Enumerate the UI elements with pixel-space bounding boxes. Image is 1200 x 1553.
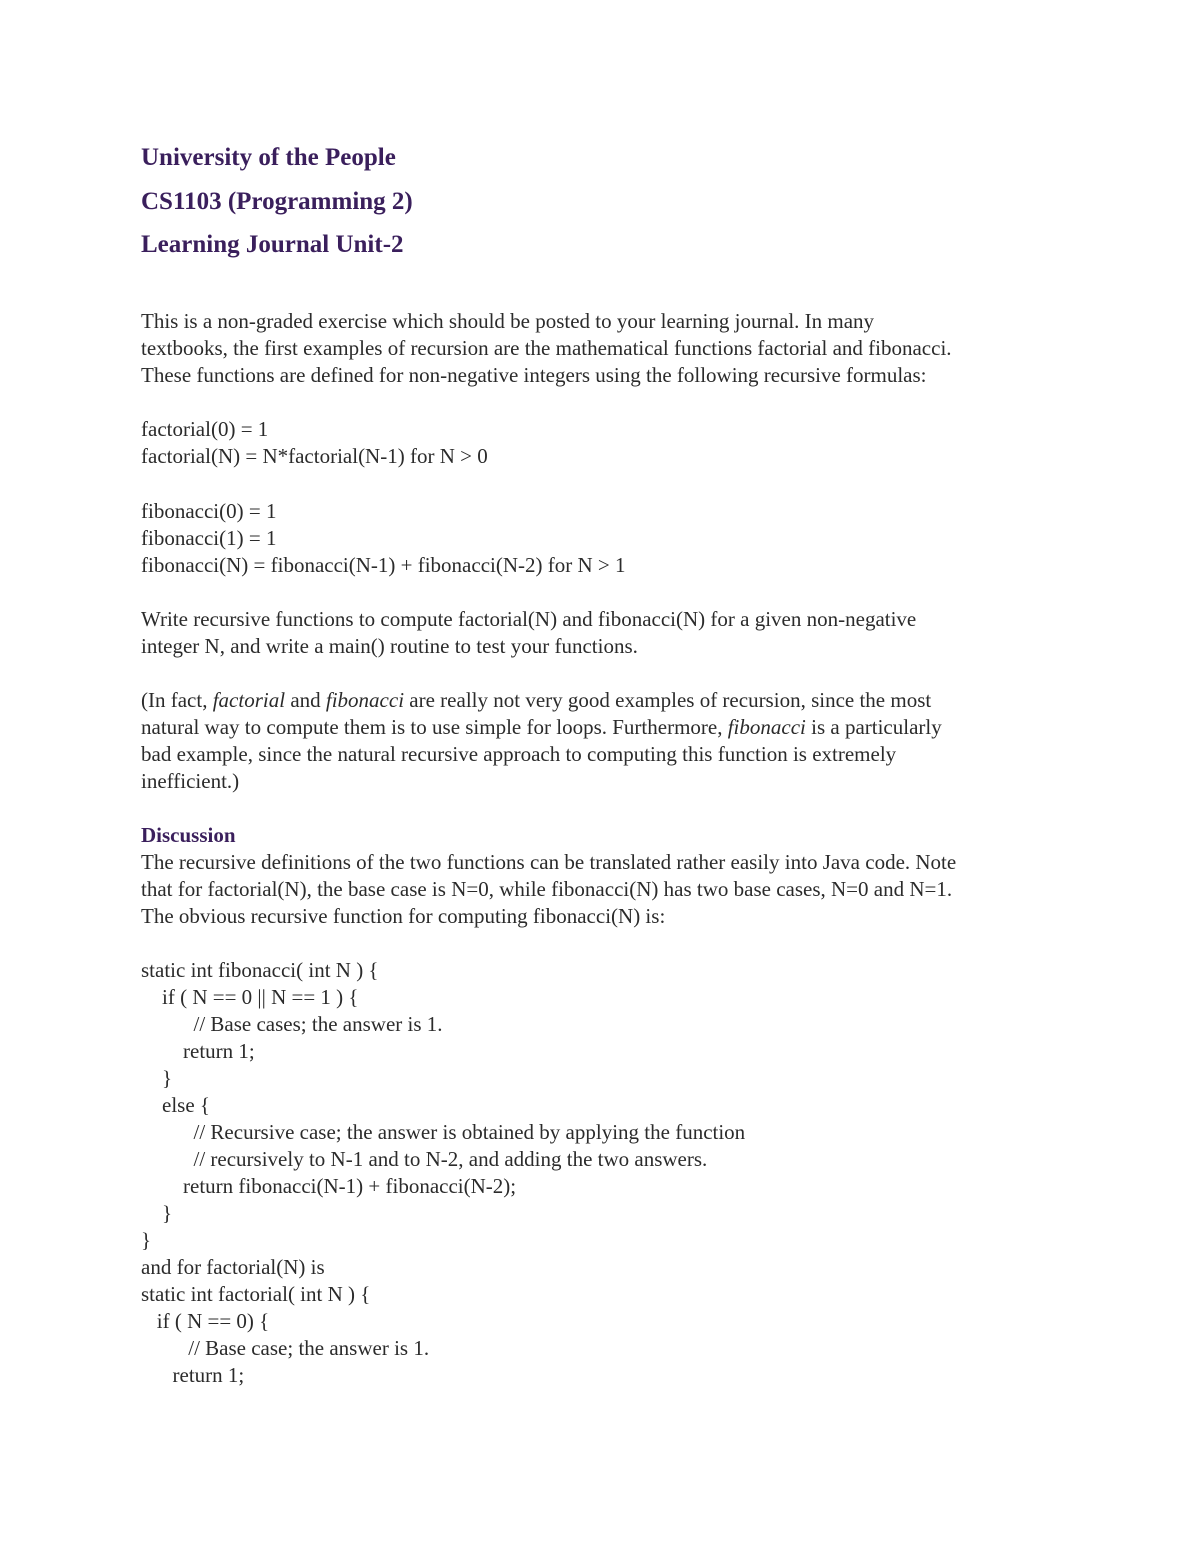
formula-line: factorial(0) = 1 [141, 417, 269, 441]
code-line: // Recursive case; the answer is obtained by applying the function [141, 1120, 746, 1144]
university-heading: University of the People [141, 144, 396, 171]
discussion-line: that for factorial(N), the base case is N=0, while fibonacci(N) has two base cases, N=0 and N=1. [141, 877, 953, 901]
discussion-heading: Discussion [141, 823, 236, 847]
formula-line: fibonacci(0) = 1 [141, 499, 277, 523]
formula-line: fibonacci(1) = 1 [141, 526, 277, 550]
code-line: if ( N == 0 || N == 1 ) { [141, 985, 359, 1009]
note-text: natural way to compute them is to use simple for loops. Furthermore, [141, 715, 728, 739]
code-line: // Base cases; the answer is 1. [141, 1012, 443, 1036]
note-rest: are really not very good examples of recursion, since the most [404, 688, 932, 712]
note-paragraph [141, 687, 942, 795]
task-paragraph [141, 606, 916, 660]
fibonacci-formulas [141, 498, 626, 579]
discussion-line: The recursive definitions of the two functions can be translated rather easily into Java code. Note [141, 850, 957, 874]
code-line: static int factorial( int N ) { [141, 1282, 371, 1306]
task-line: Write recursive functions to compute factorial(N) and fibonacci(N) for a given non-negative [141, 607, 917, 631]
code-line: static int fibonacci( int N ) { [141, 958, 379, 982]
discussion-paragraph [141, 849, 956, 930]
note-line: bad example, since the natural recursive approach to computing this function is extremely [141, 742, 897, 766]
intro-line: textbooks, the first examples of recursion are the mathematical functions factorial and fibonacci. [141, 336, 952, 360]
fibonacci-italic: fibonacci [727, 715, 806, 739]
fibonacci-italic: fibonacci [325, 688, 405, 712]
code-line: return 1; [141, 1363, 245, 1387]
journal-title: Learning Journal Unit-2 [141, 231, 404, 258]
code-listing [141, 957, 745, 1389]
code-line: return 1; [141, 1039, 255, 1063]
factorial-formulas [141, 416, 488, 470]
code-line: } [141, 1066, 173, 1090]
task-line: integer N, and write a main() routine to test your functions. [141, 634, 638, 658]
factorial-italic: factorial [212, 688, 286, 712]
course-heading: CS1103 (Programming 2) [141, 188, 413, 215]
code-line: } [141, 1201, 173, 1225]
code-line: else { [141, 1093, 210, 1117]
note-open: (In fact, [141, 688, 213, 712]
formula-line: fibonacci(N) = fibonacci(N-1) + fibonacci(N-2) for N > 1 [141, 553, 626, 577]
note-line [141, 714, 942, 741]
note-line [141, 687, 942, 714]
code-line: return fibonacci(N-1) + fibonacci(N-2); [141, 1174, 517, 1198]
code-line: } [141, 1228, 152, 1252]
intro-paragraph [141, 308, 952, 389]
code-line: // Base case; the answer is 1. [141, 1336, 430, 1360]
code-line: // recursively to N-1 and to N-2, and adding the two answers. [141, 1147, 708, 1171]
code-line: and for factorial(N) is [141, 1255, 325, 1279]
note-text: is a particularly [805, 715, 942, 739]
code-line: if ( N == 0) { [141, 1309, 270, 1333]
intro-line: These functions are defined for non-negative integers using the following recursive formulas: [141, 363, 927, 387]
formula-line: factorial(N) = N*factorial(N-1) for N > 0 [141, 444, 488, 468]
note-line: inefficient.) [141, 769, 240, 793]
note-and: and [285, 688, 326, 712]
intro-line: This is a non-graded exercise which should be posted to your learning journal. In many [141, 309, 875, 333]
discussion-line: The obvious recursive function for computing fibonacci(N) is: [141, 904, 666, 928]
